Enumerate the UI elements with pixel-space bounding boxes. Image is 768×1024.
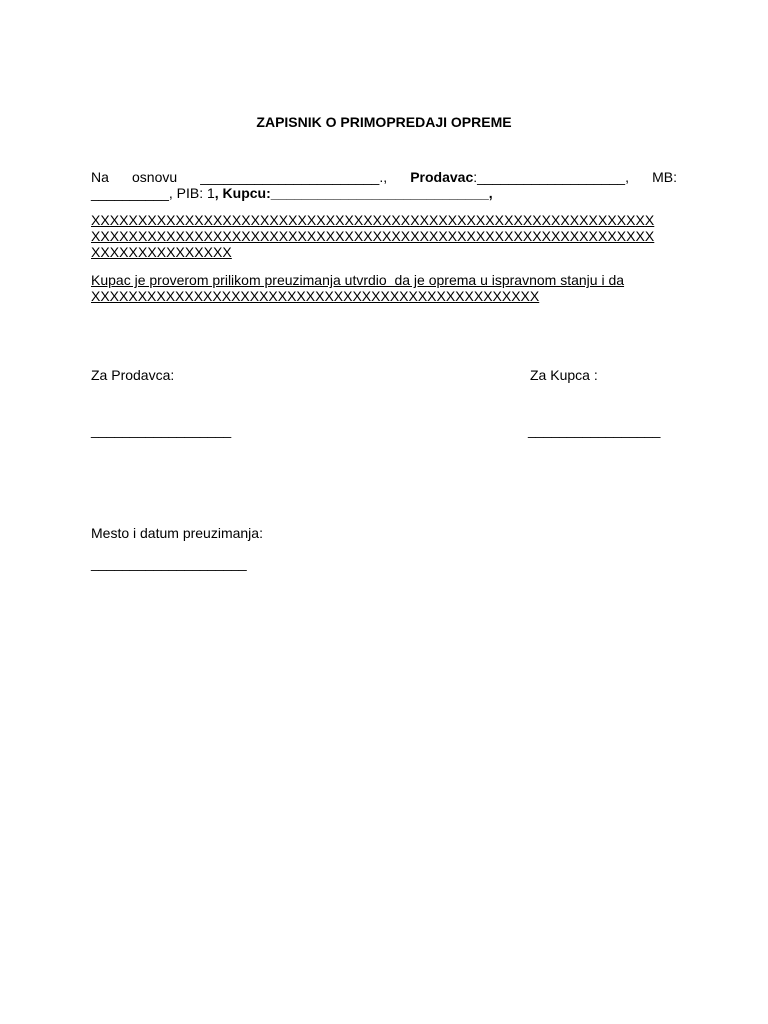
kupac-signature-line: _________________ <box>528 422 661 438</box>
intro-osnovu: osnovu <box>132 169 178 185</box>
kupac-statement <box>91 272 691 304</box>
mb-blank: __________, PIB: 1 <box>91 185 215 201</box>
kupcu-label: , Kupcu: <box>214 185 271 201</box>
za-kupca-label: Za Kupca : <box>530 367 598 383</box>
za-prodavca-label: Za Prodavca: <box>91 367 175 383</box>
document-title: ZAPISNIK O PRIMOPREDAJI OPREME <box>256 114 512 130</box>
mesto-datum-line: ____________________ <box>91 555 247 571</box>
osnovu-blank: _______________________., <box>200 169 388 185</box>
intro-na: Na <box>91 169 109 185</box>
intro-line-1 <box>91 169 677 185</box>
mb-label: MB: <box>652 169 677 185</box>
prodavac-label: Prodavac <box>410 169 474 185</box>
mesto-datum-label: Mesto i datum preuzimanja: <box>91 525 263 541</box>
kupcu-blank: ____________________________, <box>270 185 493 201</box>
prodavac-blank: :___________________, <box>473 169 629 185</box>
prodavac-signature-line: __________________ <box>91 422 232 438</box>
intro-line-2 <box>91 185 677 201</box>
x-line: XXXXXXXXXXXXXXXXXXXXXXXXXXXXXXXXXXXXXXXXXXXXXXXXXXXXXXXXXXXX <box>91 228 655 244</box>
placeholder-x-block <box>91 212 691 260</box>
x-line: XXXXXXXXXXXXXXX <box>91 244 232 260</box>
prodavac-group <box>410 169 629 185</box>
kupac-statement-line: XXXXXXXXXXXXXXXXXXXXXXXXXXXXXXXXXXXXXXXXXXXXXXXX <box>91 288 540 304</box>
kupac-statement-line: Kupac je proverom prilikom preuzimanja utvrdio da je oprema u ispravnom stanju i da <box>91 272 625 288</box>
x-line: XXXXXXXXXXXXXXXXXXXXXXXXXXXXXXXXXXXXXXXXXXXXXXXXXXXXXXXXXXXX <box>91 212 655 228</box>
